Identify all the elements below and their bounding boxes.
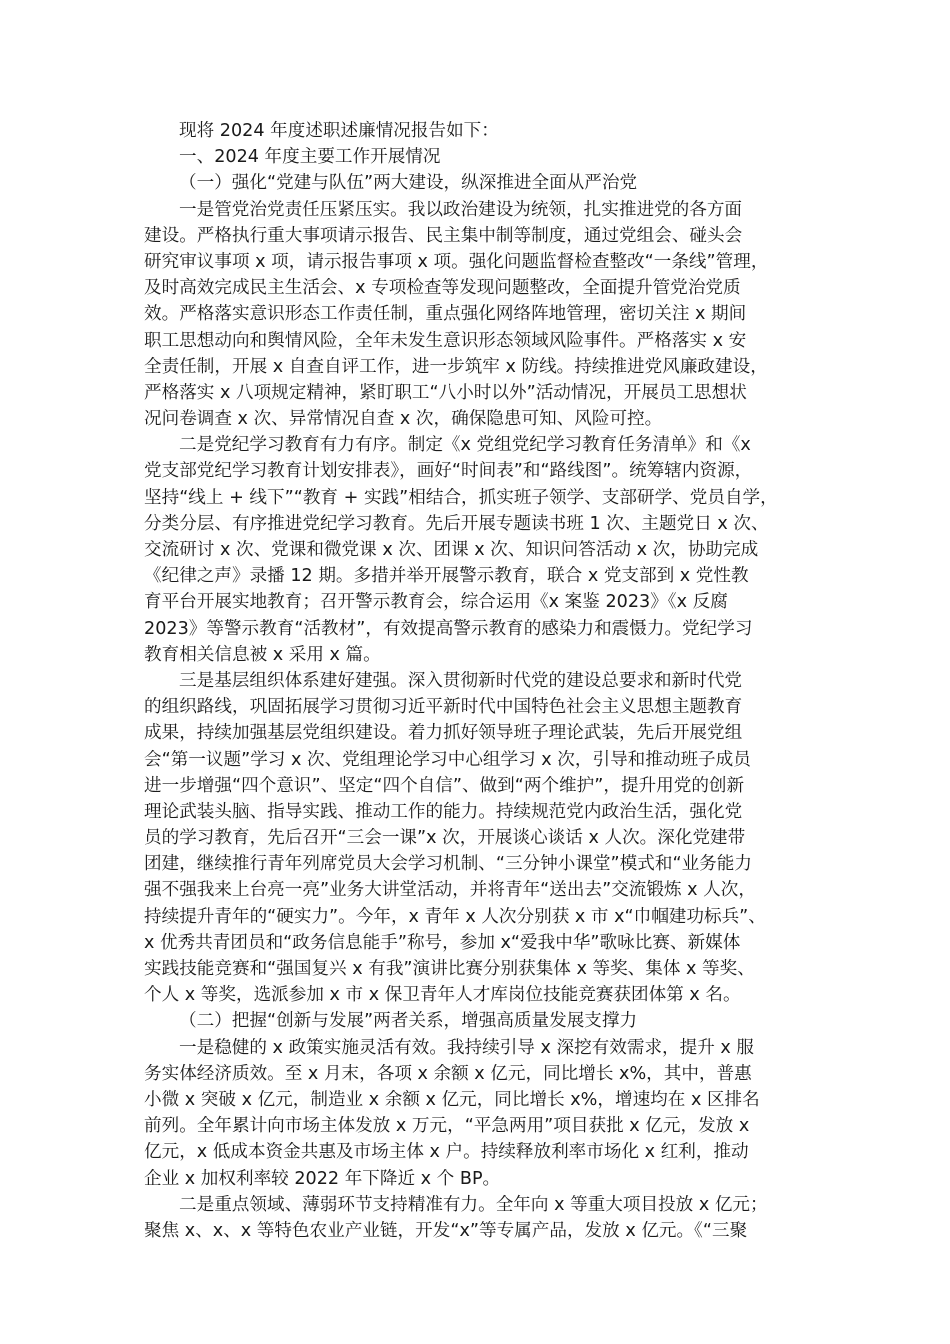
paragraph-line: 务实体经济质效。至 x 月末，各项 x 余额 x 亿元，同比增长 x%，其中，普惠 [144, 1063, 752, 1084]
paragraph-line: 分类分层、有序推进党纪学习教育。先后开展专题读书班 1 次、主题党日 x 次、 [144, 513, 769, 534]
paragraph-line: 研究审议事项 x 项，请示报告事项 x 项。强化问题监督检查整改“一条线”管理， [144, 251, 769, 272]
paragraph-line: 教育相关信息被 x 采用 x 篇。 [144, 644, 381, 665]
paragraph-line: 《纪律之声》录播 12 期。多措并举开展警示教育，联合 x 党支部到 x 党性教 [144, 566, 749, 587]
paragraph-line: 团建，继续推行青年列席党员大会学习机制、“三分钟小课堂”模式和“业务能力 [144, 854, 752, 875]
paragraph-line: 成果，持续加强基层党组织建设。着力抓好领导班子理论武装，先后开展党组 [144, 723, 743, 744]
paragraph-line: 前列。全年累计向市场主体发放 x 万元，“平急两用”项目获批 x 亿元，发放 x [144, 1116, 750, 1137]
paragraph-line: 的组织路线，巩固拓展学习贯彻习近平新时代中国特色社会主义思想主题教育 [144, 697, 743, 718]
paragraph-line: 况问卷调查 x 次、异常情况自查 x 次，确保隐患可知、风险可控。 [144, 409, 663, 430]
paragraph-line: x 优秀共青团员和“政务信息能手”称号，参加 x“爱我中华”歌咏比赛、新媒体 [144, 932, 741, 953]
paragraph-line: 建设。严格执行重大事项请示报告、民主集中制等制度，通过党组会、碰头会 [144, 225, 743, 246]
paragraph-line: 个人 x 等奖，选派参加 x 市 x 保卫青年人才库岗位技能竞赛获团体第 x 名。 [144, 985, 741, 1006]
paragraph-line: 理论武装头脑、指导实践、推动工作的能力。持续规范党内政治生活，强化党 [144, 801, 743, 822]
paragraph-line: 交流研讨 x 次、党课和微党课 x 次、团课 x 次、知识问答活动 x 次，协助完成 [144, 540, 759, 560]
paragraph-line: 党支部党纪学习教育计划安排表》，画好“时间表”和“路线图”。统筹辖内资源， [144, 461, 753, 482]
paragraph-line: 全责任制，开展 x 自查自评工作，进一步筑牢 x 防线。持续推进党风廉政建设， [144, 356, 768, 377]
paragraph-line: 员的学习教育，先后召开“三会一课”x 次，开展谈心谈话 x 人次。深化党建带 [144, 828, 746, 849]
intro-line: 现将 2024 年度述职述廉情况报告如下： [179, 121, 499, 141]
paragraph-line: 2023》等警示教育“活教材”，有效提高警示教育的感染力和震慑力。党纪学习 [144, 618, 753, 639]
paragraph-line: 坚持“线上 + 线下”“教育 + 实践”相结合，抓实班子领学、支部研学、党员自学， [144, 487, 778, 508]
paragraph-line: 及时高效完成民主生活会、x 专项检查等发现问题整改，全面提升管党治党质 [144, 278, 741, 299]
paragraph-line: 效。严格落实意识形态工作责任制，重点强化网络阵地管理，密切关注 x 期间 [144, 304, 747, 325]
paragraph-line: 会“第一议题”学习 x 次、党组理论学习中心组学习 x 次，引导和推动班子成员 [144, 749, 751, 770]
paragraph-line: 进一步增强“四个意识”、坚定“四个自信”、做到“两个维护”，提升用党的创新 [144, 775, 745, 796]
paragraph-line: 企业 x 加权利率较 2022 年下降近 x 个 BP。 [144, 1168, 501, 1189]
paragraph-line: 强不强我来上台亮一亮”业务大讲堂活动，并将青年“送出去”交流锻炼 x 人次， [144, 880, 756, 901]
paragraph-line: 亿元，x 低成本资金共惠及市场主体 x 户。持续释放利率市场化 x 红利，推动 [144, 1142, 749, 1163]
document-page [144, 118, 808, 1244]
section-heading-1: 一、2024 年度主要工作开展情况 [179, 147, 441, 168]
paragraph-line: 聚焦 x、x、x 等特色农业产业链，开发“x”等专属产品，发放 x 亿元。《“三聚 [144, 1220, 748, 1241]
paragraph-line: 一是管党治党责任压紧压实。我以政治建设为统领，扎实推进党的各方面 [179, 199, 743, 220]
subsection-heading-2: （二）把握“创新与发展”两者关系，增强高质量发展支撑力 [179, 1011, 638, 1032]
paragraph-line: 持续提升青年的“硬实力”。今年，x 青年 x 人次分别获 x 市 x“巾帼建功标兵”、 [144, 906, 766, 927]
paragraph-line: 一是稳健的 x 政策实施灵活有效。我持续引导 x 深挖有效需求，提升 x 服 [179, 1037, 755, 1058]
paragraph-line: 小微 x 突破 x 亿元，制造业 x 余额 x 亿元，同比增长 x%，增速均在 x 区排名 [144, 1089, 760, 1110]
subsection-heading-1: （一）强化“党建与队伍”两大建设，纵深推进全面从严治党 [179, 173, 638, 194]
paragraph-line: 二是党纪学习教育有力有序。制定《x 党组党纪学习教育任务清单》和《x [179, 435, 751, 456]
paragraph-line: 实践技能竞赛和“强国复兴 x 有我”演讲比赛分别获集体 x 等奖、集体 x 等奖、 [144, 959, 755, 979]
paragraph-line: 严格落实 x 八项规定精神，紧盯职工“八小时以外”活动情况，开展员工思想状 [144, 382, 747, 403]
paragraph-line: 职工思想动向和舆情风险，全年未发生意识形态领域风险事件。严格落实 x 安 [144, 330, 747, 351]
paragraph-line: 三是基层组织体系建好建强。深入贯彻新时代党的建设总要求和新时代党 [179, 670, 743, 691]
paragraph-line: 育平台开展实地教育；召开警示教育会，综合运用《x 案鉴 2023》《x 反腐 [144, 592, 728, 613]
paragraph-line: 二是重点领域、薄弱环节支持精准有力。全年向 x 等重大项目投放 x 亿元； [179, 1194, 768, 1215]
